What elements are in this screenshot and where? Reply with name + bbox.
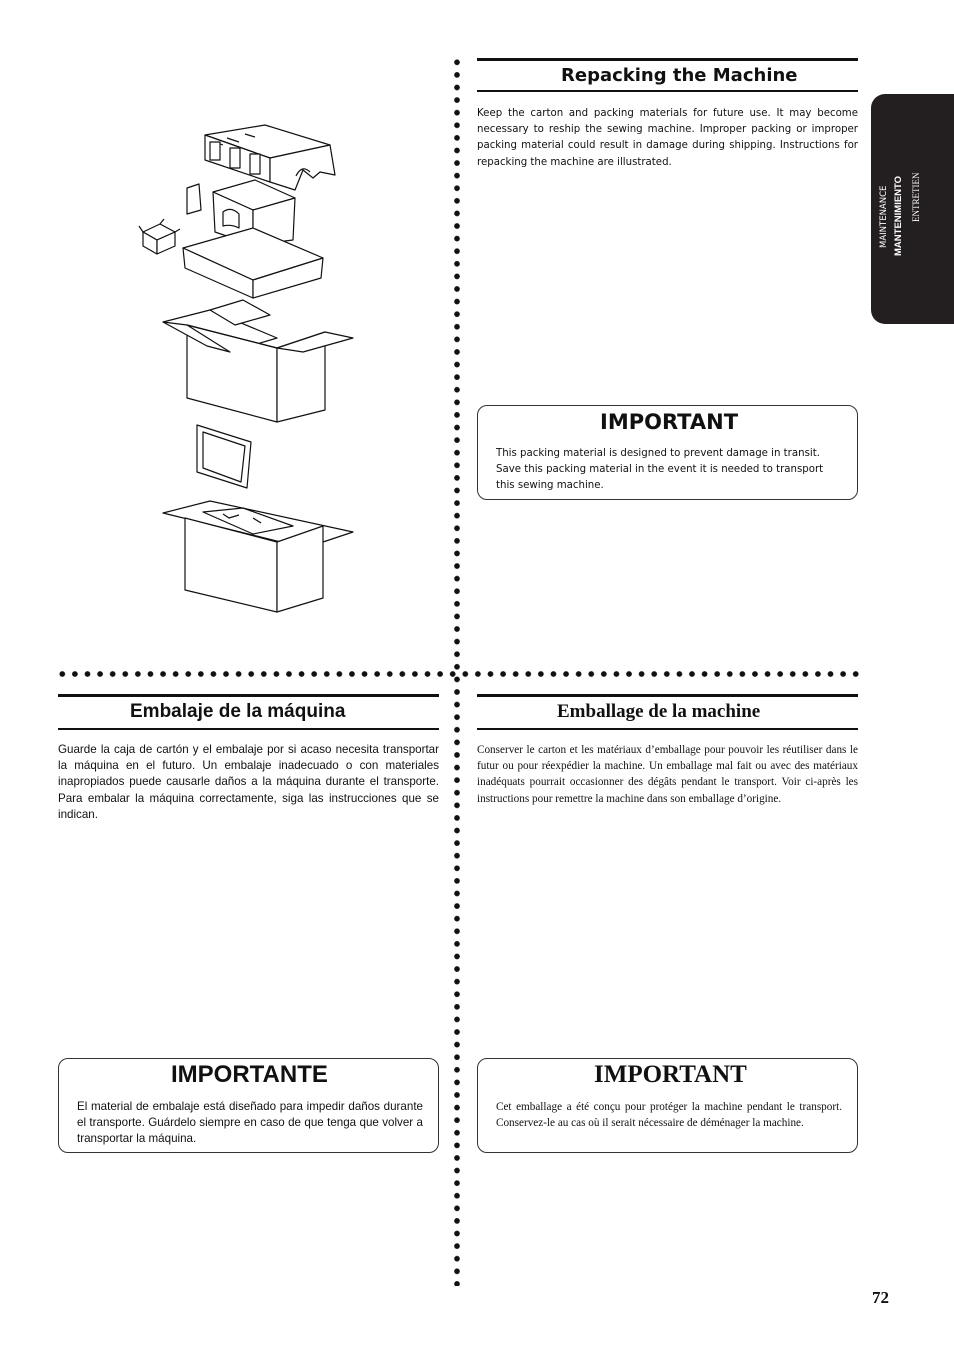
horizontal-dotted-divider	[56, 670, 860, 678]
french-heading-bar	[477, 694, 858, 730]
side-tab-label-entretien: ENTRETIEN	[911, 172, 921, 222]
side-tab-label-mantenimiento: MANTENIMIENTO	[893, 175, 904, 256]
top-foam-cap	[205, 125, 335, 190]
packing-illustration	[135, 120, 365, 620]
english-body: Keep the carton and packing materials for future use. It may become necessary to reship the sewing machine. Improper packing or improper packing material could result in damage during shipping. Instructions for repacking the machine are illustrated.	[477, 108, 858, 168]
page-number: 72	[872, 1288, 889, 1307]
small-accessory-box	[139, 219, 180, 254]
french-body: Conserver le carton et les matériaux d’emballage pour pouvoir les réutiliser dans le futur ou pour réexpédier la machine. Un emballage mal fait ou avec des matériaux inadéquats pourrait occasionner des dégâts pendant le transport. Voir ci-après les instructions pour remettre la machine dans son emballage d’origine.	[477, 744, 858, 805]
spanish-body: Guarde la caja de cartón y el embalaje por si acaso necesita transportar la máquina en el futuro. Un embalaje inadecuado o con materiales inapropiados puede causarle daños a la máquina durante el transporte. Para embalar la máquina correctamente, siga las instrucciones que se indican.	[58, 743, 439, 821]
open-carton-empty	[163, 300, 353, 422]
cardboard-insert	[197, 425, 251, 488]
french-important-title: IMPORTANT	[594, 1061, 747, 1088]
packed-carton	[163, 501, 353, 612]
french-heading: Emballage de la machine	[557, 701, 761, 722]
french-important-box	[477, 1058, 858, 1153]
english-important-title: IMPORTANT	[600, 410, 739, 434]
spanish-important-title: IMPORTANTE	[171, 1061, 328, 1088]
spanish-important-body: El material de embalaje está diseñado para impedir daños durante el transporte. Guárdelo siempre en caso de que tenga que volver a transportar la máquina.	[77, 1100, 423, 1146]
french-important-body: Cet emballage a été conçu pour protéger la machine pendant le transport. Conservez-le au cas où il serait nécessaire de déménager la machine.	[496, 1101, 842, 1130]
section-side-tab	[871, 94, 954, 324]
bottom-foam-tray	[183, 228, 323, 298]
english-heading-bar	[477, 58, 858, 92]
spanish-heading-bar	[58, 694, 439, 730]
accessory-pouch	[187, 184, 201, 214]
english-important-body: This packing material is designed to prevent damage in transit. Save this packing material in the event it is needed to transport this sewing machine.	[496, 448, 824, 492]
spanish-important-box	[58, 1058, 439, 1153]
english-heading: Repacking the Machine	[561, 65, 798, 86]
side-tab-label-maintenance: MAINTENANCE	[879, 185, 889, 248]
english-important-box	[477, 405, 858, 500]
spanish-heading: Embalaje de la máquina	[130, 701, 346, 722]
